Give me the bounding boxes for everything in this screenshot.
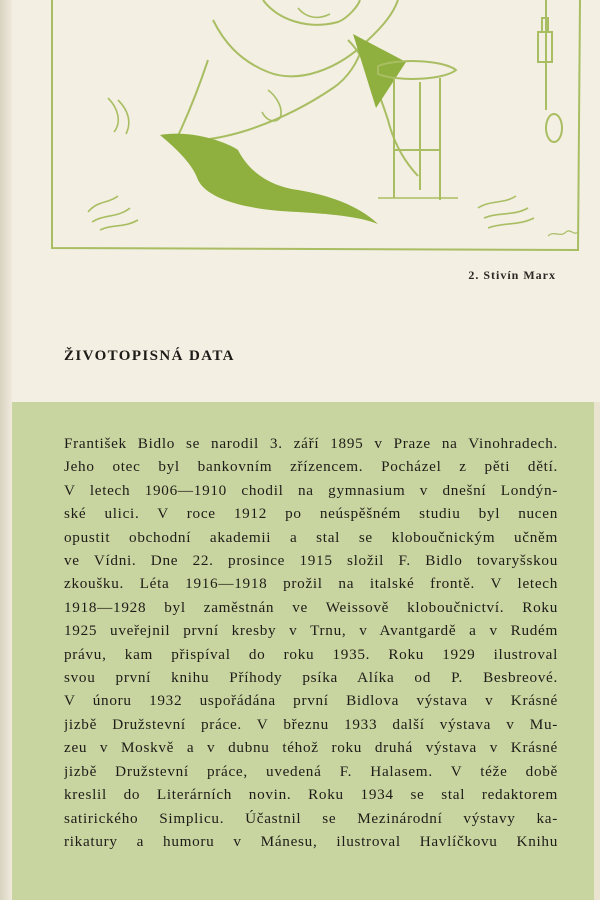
- page-binding-edge: [0, 0, 12, 900]
- biography-line: ve Vídni. Dne 22. prosince 1915 složil F. Bidlo tovaryšskou: [64, 552, 558, 570]
- biography-line: Jeho otec byl bankovním zřízencem. Pocházel z pěti dětí.: [64, 458, 558, 476]
- biography-line: ské ulici. V roce 1912 po neúspěšném studiu byl nucen: [64, 505, 558, 523]
- figure-caption: 2. Stivín Marx: [468, 268, 556, 282]
- biography-line: rikatury a humoru v Mánesu, ilustroval Havlíčkovu Knihu: [64, 832, 558, 850]
- biography-text: [64, 432, 558, 853]
- biography-line: zkoušku. Léta 1916—1918 prožil na italské frontě. V letech: [64, 575, 558, 593]
- biography-line: František Bidlo se narodil 3. září 1895 v Praze na Vinohradech.: [64, 435, 558, 452]
- biography-line: opustit obchodní akademii a stal se kloboučnickým učněm: [64, 528, 558, 546]
- caricature-illustration: [48, 0, 588, 255]
- biography-line: satirického Simplicu. Účastnil se Mezinárodní výstavy ka-: [64, 809, 558, 827]
- biography-line: zeu v Moskvě a v dubnu téhož roku druhá výstava v Krásné: [64, 739, 558, 757]
- biography-line: V únoru 1932 uspořádána první Bidlova výstava v Krásné: [64, 692, 558, 710]
- section-heading: ŽIVOTOPISNÁ DATA: [64, 348, 235, 364]
- caricature-drawing: [48, 0, 588, 255]
- biography-line: právu, kam přispíval do roku 1935. Roku 1929 ilustroval: [64, 645, 558, 663]
- biography-line: 1918—1928 byl zaměstnán ve Weissově kloboučnictví. Roku: [64, 598, 558, 616]
- page-right-edge: [594, 402, 600, 900]
- biography-line: 1925 uveřejnil první kresby v Trnu, v Avantgardě a v Rudém: [64, 622, 558, 640]
- biography-line: kreslil do Literárních novin. Roku 1934 se stal redaktorem: [64, 786, 558, 804]
- biography-line: jizbě Družstevní práce. V březnu 1933 další výstava v Mu-: [64, 715, 558, 733]
- biography-line: jizbě Družstevní práce, uvedená F. Halasem. V téže době: [64, 762, 558, 780]
- biography-line: svou první knihu Příhody psíka Alíka od P. Besbreové.: [64, 669, 558, 687]
- biography-line: V letech 1906—1910 chodil na gymnasium v dnešní Londýn-: [64, 481, 558, 499]
